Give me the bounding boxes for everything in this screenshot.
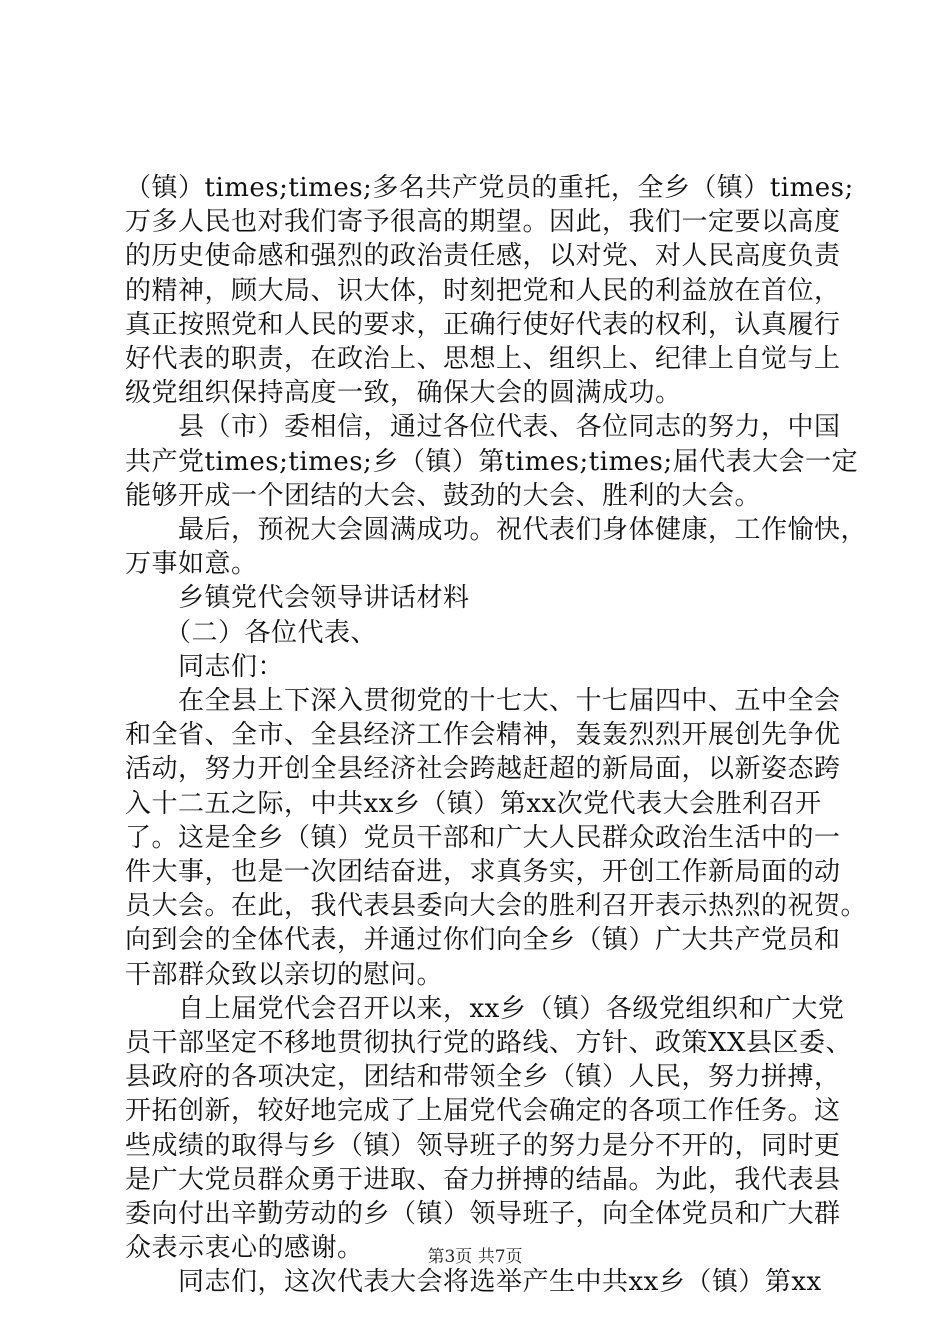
text-line: 级党组织保持高度一致，确保大会的圆满成功。 xyxy=(125,378,682,409)
text-line: 县政府的各项决定，团结和带领全乡（镇）人民，努力拼搏， xyxy=(125,1062,841,1093)
text-line: 能够开成一个团结的大会、鼓劲的大会、胜利的大会。 xyxy=(125,480,762,511)
text-line: 员大会。在此，我代表县委向大会的胜利召开表示热烈的祝贺。 xyxy=(125,891,868,922)
text-line: 委向付出辛勤劳动的乡（镇）领导班子，向全体党员和广大群 xyxy=(125,1199,841,1229)
text-line: 众表示衷心的感谢。 xyxy=(125,1233,364,1264)
text-line: 件大事，也是一次团结奋进，求真务实，开创工作新局面的动 xyxy=(125,857,841,887)
text-line: （二）各位代表、 xyxy=(125,617,378,648)
text-line: 开拓创新，较好地完成了上届党代会确定的各项工作任务。这 xyxy=(125,1096,841,1127)
text-line: 同志们： xyxy=(125,651,285,682)
text-line: 同志们，这次代表大会将选举产生中共xx乡（镇）第xx xyxy=(125,1267,822,1298)
text-line: 乡镇党代会领导讲话材料 xyxy=(125,583,470,614)
text-line: 入十二五之际，中共xx乡（镇）第xx次党代表大会胜利召开 xyxy=(125,788,822,819)
page-footer: 第3页 共7页 xyxy=(427,1247,523,1267)
text-line: 活动，努力开创全县经济社会跨越赶超的新局面，以新姿态跨 xyxy=(125,754,841,785)
text-line: 向到会的全体代表，并通过你们向全乡（镇）广大共产党员和 xyxy=(125,925,841,956)
text-line: 的历史使命感和强烈的政治责任感，以对党、对人民高度负责 xyxy=(125,241,841,272)
text-line: 些成绩的取得与乡（镇）领导班子的努力是分不开的，同时更 xyxy=(125,1130,841,1161)
text-line: 共产党times;times;乡（镇）第times;times;届代表大会一定 xyxy=(125,446,859,477)
text-line: （镇）times;times;多名共产党员的重托，全乡（镇）times; xyxy=(125,173,854,203)
text-line: 县（市）委相信，通过各位代表、各位同志的努力，中国 xyxy=(125,412,841,443)
text-line: 了。这是全乡（镇）党员干部和广大人民群众政治生活中的一 xyxy=(125,822,841,853)
text-line: 自上届党代会召开以来，xx乡（镇）各级党组织和广大党 xyxy=(125,993,845,1024)
text-line: 最后，预祝大会圆满成功。祝代表们身体健康，工作愉快， xyxy=(125,515,868,545)
text-line: 万多人民也对我们寄予很高的期望。因此，我们一定要以高度 xyxy=(125,207,841,238)
text-line: 的精神，顾大局、识大体，时刻把党和人民的利益放在首位， xyxy=(125,275,841,306)
text-line: 真正按照党和人民的要求，正确行使好代表的权利，认真履行 xyxy=(125,309,841,340)
text-line: 万事如意。 xyxy=(125,549,258,580)
text-line: 干部群众致以亲切的慰问。 xyxy=(125,959,444,990)
text-line: 在全县上下深入贯彻党的十七大、十七届四中、五中全会 xyxy=(125,686,841,716)
text-line: 是广大党员群众勇于进取、奋力拼搏的结晶。为此，我代表县 xyxy=(125,1164,841,1195)
text-line: 和全省、全市、全县经济工作会精神，轰轰烈烈开展创先争优 xyxy=(125,720,841,751)
text-line: 员干部坚定不移地贯彻执行党的路线、方针、政策XX县区委、 xyxy=(125,1028,853,1058)
text-line: 好代表的职责，在政治上、思想上、组织上、纪律上自觉与上 xyxy=(125,344,841,374)
